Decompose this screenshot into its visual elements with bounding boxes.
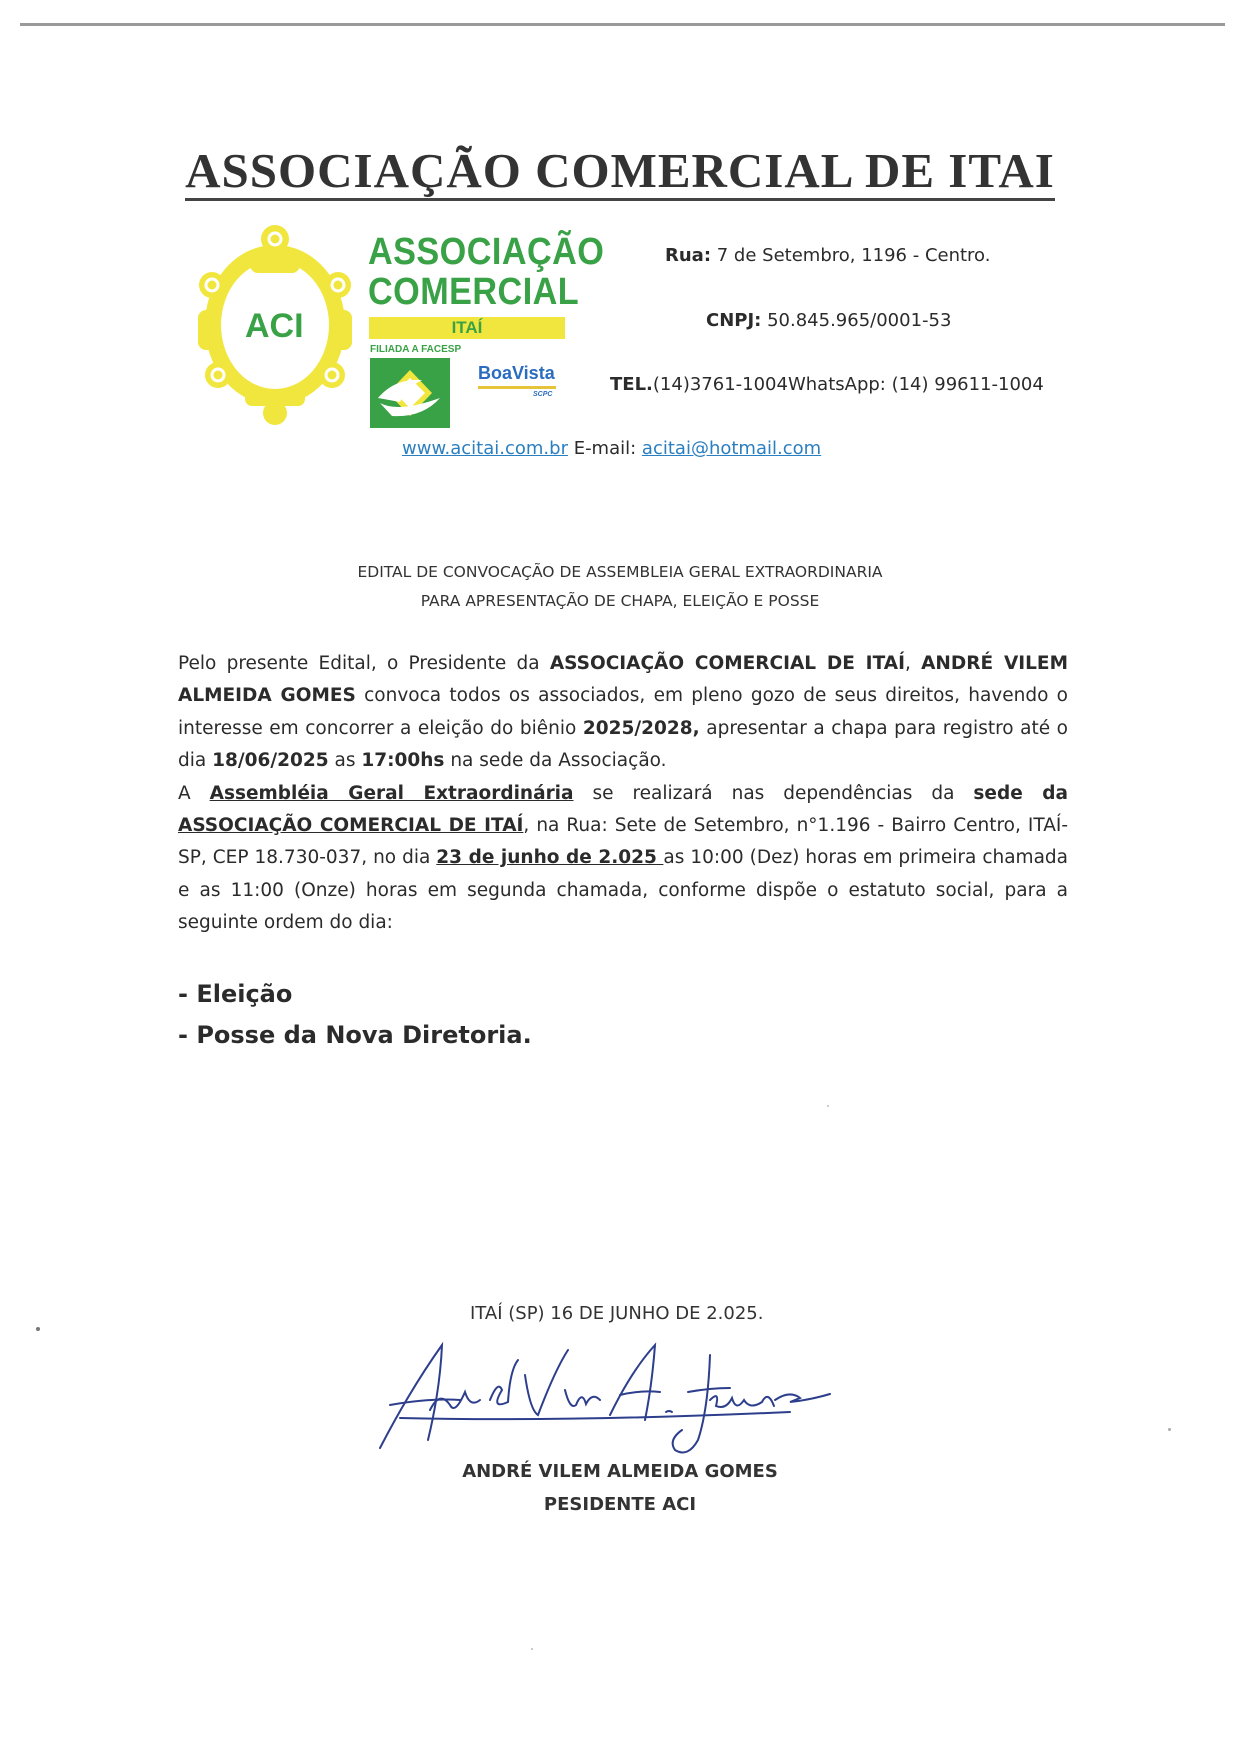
p2-assembly: Assembléia Geral Extraordinária	[209, 782, 574, 804]
logo-name-line1: ASSOCIAÇÃO	[368, 231, 605, 273]
boavista-logo-text: BoaVista	[478, 363, 555, 383]
p1-text-c: convoca todos os associados, em pleno gozo de seus direitos, havendo o interesse em concorrer a eleição do biênio	[178, 685, 1068, 739]
logo-filiada-text: FILIADA A FACESP	[370, 344, 462, 355]
p2-text-d: as 10:00 (Dez) horas em primeira chamada e as 11:00 (Onze) horas em segunda chamada, conforme dispõe o estatuto social, para a seguinte ordem do dia:	[178, 847, 1068, 934]
facesp-logo-icon	[370, 358, 450, 428]
signer-role: PESIDENTE ACI	[543, 1494, 697, 1515]
scan-speck	[531, 1648, 533, 1650]
website-link[interactable]: www.acitai.com.br	[402, 438, 568, 459]
p1-text-e: as	[328, 750, 362, 772]
p1-text-a: Pelo presente Edital, o Presidente da	[178, 653, 550, 674]
cnpj-label: CNPJ:	[706, 310, 762, 331]
p2-text-b: se realizará nas dependências da	[573, 782, 974, 804]
place-date: ITAÍ (SP) 16 DE JUNHO DE 2.025.	[470, 1303, 764, 1324]
page-title	[160, 142, 1080, 199]
p2-sede: sede da	[973, 782, 1068, 804]
cnpj-value: 50.845.965/0001-53	[761, 310, 952, 331]
scan-speck	[36, 1327, 40, 1331]
logo-aci-text: ACI	[245, 307, 304, 345]
scpc-text: SCPC	[533, 391, 553, 398]
signer-name: ANDRÉ VILEM ALMEIDA GOMES	[462, 1461, 778, 1482]
p1-deadline-time: 17:00hs	[361, 750, 445, 772]
p2-text-c: , na Rua: Sete de Setembro, n°1.196 - Bairro Centro, ITAÍ-SP, CEP 18.730-037, no dia	[178, 815, 1068, 869]
address-line	[665, 245, 990, 266]
agenda-item-eleicao: - Eleição	[178, 980, 293, 1008]
p1-text-d: apresentar a chapa para registro até o dia	[178, 717, 1069, 772]
email-label: E-mail:	[567, 438, 642, 459]
agenda-item-posse: - Posse da Nova Diretoria.	[178, 1021, 532, 1049]
p1-president-name: ANDRÉ VILEM ALMEIDA GOMES	[178, 653, 1068, 707]
top-border-line	[20, 23, 1225, 26]
email-link[interactable]: acitai@hotmail.com	[641, 438, 822, 459]
p1-bienio: 2025/2028,	[582, 717, 700, 739]
p2-text-a: A	[178, 782, 210, 804]
p1-deadline-date: 18/06/2025	[212, 750, 329, 772]
scan-speck	[827, 1105, 829, 1107]
scan-speck	[1168, 1428, 1171, 1431]
handwritten-signature	[370, 1330, 850, 1460]
tel-value: (14)3761-1004WhatsApp: (14) 99611-1004	[652, 374, 1044, 395]
body-text	[178, 648, 1068, 940]
edital-heading-line2: PARA APRESENTAÇÃO DE CHAPA, ELEIÇÃO E POSSE	[420, 592, 820, 610]
p1-text-b: ,	[904, 653, 922, 674]
web-links-line	[402, 438, 821, 459]
p2-org-name: ASSOCIAÇÃO COMERCIAL DE ITAÍ	[178, 815, 524, 837]
address-value: 7 de Setembro, 1196 - Centro.	[711, 245, 991, 266]
logo-city-bar: ITAÍ	[369, 317, 565, 339]
tel-label: TEL.	[610, 374, 653, 395]
page-title-text: ASSOCIAÇÃO COMERCIAL DE ITAI	[185, 143, 1055, 201]
boavista-underline	[478, 386, 556, 389]
phone-line	[610, 374, 1044, 395]
paragraph-1	[178, 648, 1068, 778]
p1-org-name: ASSOCIAÇÃO COMERCIAL DE ITAÍ	[549, 653, 905, 674]
p2-assembly-date: 23 de junho de 2.025	[436, 847, 664, 869]
p1-text-f: na sede da Associação.	[444, 750, 667, 772]
address-label: Rua:	[665, 245, 712, 266]
edital-heading-line1: EDITAL DE CONVOCAÇÃO DE ASSEMBLEIA GERAL EXTRAORDINARIA	[357, 563, 883, 581]
paragraph-2	[178, 778, 1068, 940]
logo-name-line2: COMERCIAL	[368, 271, 580, 313]
aci-logo	[190, 225, 605, 425]
cnpj-line	[706, 310, 951, 331]
